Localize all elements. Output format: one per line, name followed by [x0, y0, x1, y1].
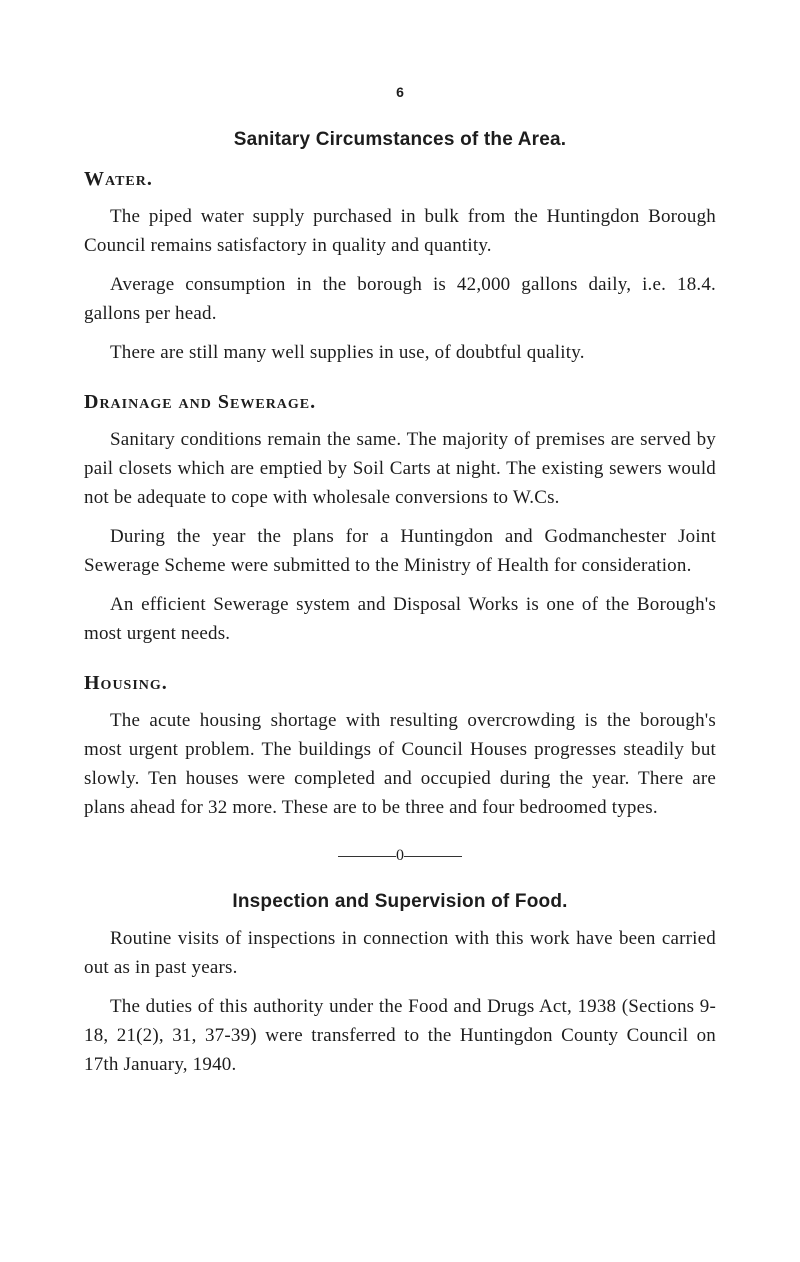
page-title: Sanitary Circumstances of the Area.	[233, 129, 567, 150]
water-paragraph-3: There are still many well supplies in use, of doubtful quality.	[110, 342, 585, 363]
divider-rule-left	[338, 856, 396, 857]
drainage-paragraph-2: During the year the plans for a Huntingdon and Godmanchester Joint Sewerage Scheme were submitted to the Ministry of Health for consideration.	[84, 526, 716, 576]
water-paragraph-1: The piped water supply purchased in bulk from the Huntingdon Borough Council remains satisfactory in quality and quantity.	[84, 206, 716, 256]
housing-paragraph-1: The acute housing shortage with resulting overcrowding is the borough's most urgent problem. The buildings of Council Houses progresses steadily but slowly. Ten houses were completed and occupied during the year. There are plans ahead for 32 more. These are to be three and four bedroomed types.	[84, 710, 716, 818]
food-heading: Inspection and Supervision of Food.	[232, 891, 568, 912]
divider-rule-right	[404, 856, 462, 857]
page-number: 6	[396, 84, 404, 100]
drainage-paragraph-3: An efficient Sewerage system and Disposal Works is one of the Borough's most urgent needs.	[84, 594, 716, 644]
section-heading-drainage: Drainage and Sewerage.	[84, 391, 317, 413]
food-paragraph-1: Routine visits of inspections in connection with this work have been carried out as in past years.	[84, 928, 716, 978]
food-paragraph-2: The duties of this authority under the Food and Drugs Act, 1938 (Sections 9-18, 21(2), 31, 37-39) were transferred to the Huntingdon County Council on 17th January, 1940.	[84, 996, 716, 1075]
drainage-paragraph-1: Sanitary conditions remain the same. The majority of premises are served by pail closets which are emptied by Soil Carts at night. The existing sewers would not be adequate to cope with wholesale conversions to W.Cs.	[84, 429, 716, 508]
divider-mark: 0	[396, 847, 404, 864]
section-heading-water: Water.	[84, 168, 153, 190]
section-divider	[84, 844, 716, 868]
water-paragraph-2: Average consumption in the borough is 42,000 gallons daily, i.e. 18.4. gallons per head.	[84, 274, 716, 324]
section-heading-housing: Housing.	[84, 672, 168, 694]
